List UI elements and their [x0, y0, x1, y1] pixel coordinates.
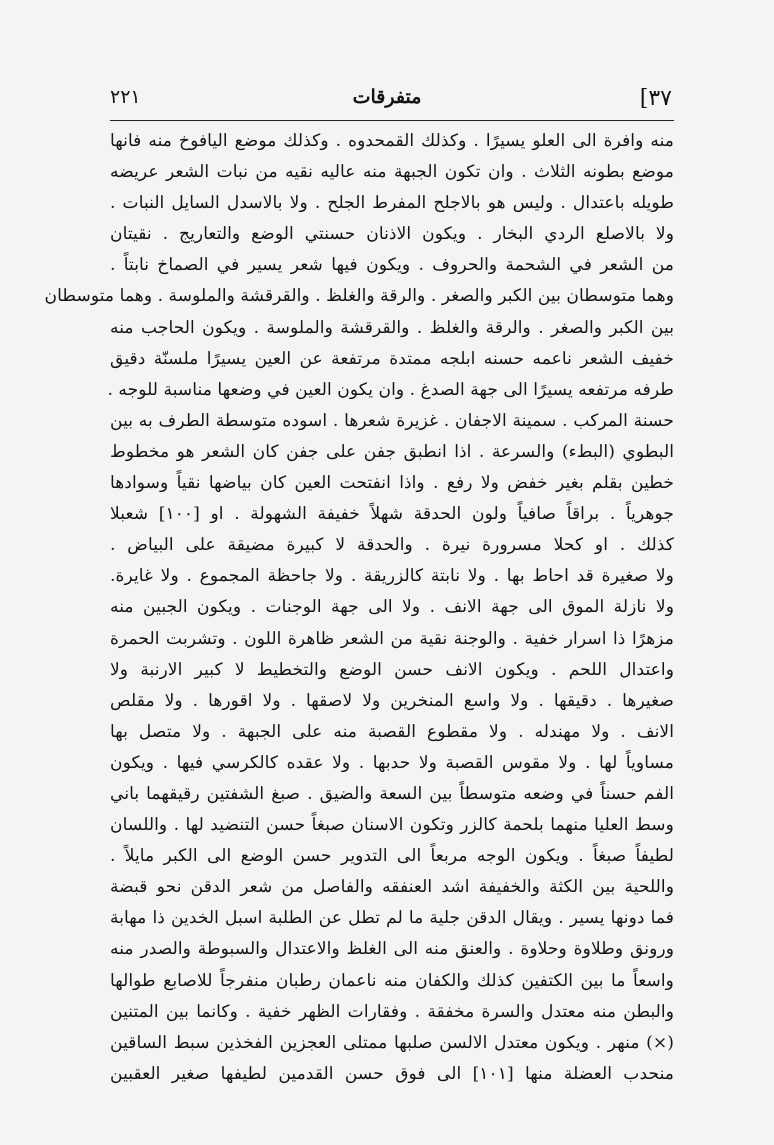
- text-line: لطيفاً صبغاً . ويكون الوجه مربعاً الى التدوير حسن الوضع الى الكبر مايلاً .: [110, 846, 674, 867]
- text-line: ولا نازلة الموق الى جهة الانف . ولا الى جهة الوجنات . ويكون الجبين منه: [110, 597, 674, 618]
- text-line: منه وافرة الى العلو يسيرًا . وكذلك القمحدوه . وكذلك موضع اليافوخ منه فانها: [110, 131, 674, 151]
- text-line: الفم حسناً في وضعه متوسطاً بين السعة والضيق . صبغ الشفتين رقيقهما باني: [110, 783, 674, 804]
- text-line: من الشعر في الشحمة والحروف . ويكون فيها شعر يسير في الصماخ نابتاً .: [110, 255, 674, 276]
- text-line: مساوياً لها . ولا مقوس القصبة ولا حدبها . ولا عقده كالكرسي فيها . ويكون: [110, 752, 674, 773]
- text-line: وهما متوسطان بين الكبر والصغر . والرقة والغلظ . والقرقشة والملوسة . وهما متوسطان: [44, 286, 674, 307]
- text-line: ورونق وطلاوة وحلاوة . والعنق منه الى الغلظ والاعتدال والسبوطة والصدر منه: [110, 939, 674, 960]
- text-line: البطوي (البطء) والسرعة . اذا انطبق جفن على جفن كان الشعر هو مخطوط: [110, 441, 674, 462]
- text-line: صغيرها . دقيقها . ولا واسع المنخرين ولا لاصقها . ولا اقورها . ولا مقلص: [110, 690, 674, 711]
- text-line: فما دونها يسير . ويقال الدقن جلية ما لم تطل عن الطلبة اسبل الخدين ذا مهابة: [110, 908, 674, 929]
- text-line: واعتدال اللحم . ويكون الانف حسن الوضع والتخطيط لا كبير الارنبة ولا: [110, 659, 674, 680]
- text-line: جوهرياً . براقاً صافياً ولون الحدقة شهلاً خفيفة الشهولة . او [١٠٠] شعبلا: [110, 504, 674, 525]
- text-line: طويله باعتدال . وليس هو بالاجلح المفرط الجلح . ولا بالاسدل السايل النبات .: [110, 193, 674, 214]
- text-line: والبطن منه معتدل والسرة مخفقة . وفقارات الظهر خفية . وكانما بين المتنين: [110, 1001, 674, 1022]
- text-line: (×) منهر . ويكون معتدل الالسن صلبها ممتلى العجزين الفخذين سبط الساقين: [110, 1032, 674, 1053]
- text-line: وسط العليا منهما بلحمة كالزر وتكون الاسنان صبغاً حسن التنضيد لها . واللسان: [110, 815, 674, 836]
- text-line: خطين بقلم بغير خفض ولا رفع . واذا انفتحت العين كان بياضها نقياً وسوادها: [110, 473, 674, 494]
- text-line: طرفه مرتفعه يسيرًا الى جهة الصدغ . وان يكون العين في وضعها مناسبة للوجه .: [107, 379, 674, 400]
- text-line: خفيف الشعر ناعمه حسنه ابلجه ممتدة مرتفعة عن العين يسيرًا ملسنّة دقيق: [110, 348, 674, 369]
- text-line: موضع بطونه الثلاث . وان تكون الجبهة منه عاليه نقيه من نبات الشعر عريضه: [110, 162, 674, 183]
- text-line: حسنة المركب . سمينة الاجفان . غزيرة شعرها . اسوده متوسطة الطرف به بين: [110, 410, 674, 431]
- text-line: واللحية بين الكثة والخفيفة اشد العنفقه والفاصل من شعر الدقن نحو قبضة: [110, 877, 674, 898]
- text-line: الانف . ولا مهندله . ولا مقطوع القصبة منه على الجبهة . ولا متصل بها: [110, 721, 674, 742]
- text-line: ولا بالاصلع الردي البخار . ويكون الاذنان حسنتي الوضع والتعاريج . نقيتان: [110, 224, 674, 245]
- page-body-text: [44, 126, 674, 1090]
- text-line: كذلك . او كحلا مسرورة نيرة . والحدقة لا كبيرة مضيقة على البياض .: [110, 535, 674, 556]
- text-line: ولا صغيرة قد احاط بها . ولا نابتة كالزريقة . ولا جاحظة المجموع . ولا غايرة.: [110, 566, 674, 587]
- text-line: بين الكبر والصغر . والرقة والغلظ . والقرقشة والملوسة . ويكون الحاجب منه: [110, 317, 674, 338]
- section-number: ٣٧]: [639, 86, 672, 111]
- text-line: واسعاً ما بين الكتفين كذلك والكفان منه ناعمان رطبان منفرجاً للاصابع طوالها: [110, 970, 674, 991]
- page-header: [110, 86, 672, 122]
- page-number: ٢٢١: [110, 86, 141, 108]
- header-rule: [110, 120, 674, 121]
- running-title: متفرقات: [352, 86, 422, 108]
- text-line: مزهرًا ذا اسرار خفية . والوجنة نقية من الشعر ظاهرة اللون . وتشربت الحمرة: [110, 628, 674, 649]
- text-line: منحدب العضلة منها [١٠١] الى فوق حسن القدمين لطيفها صغير العقبين: [110, 1063, 674, 1084]
